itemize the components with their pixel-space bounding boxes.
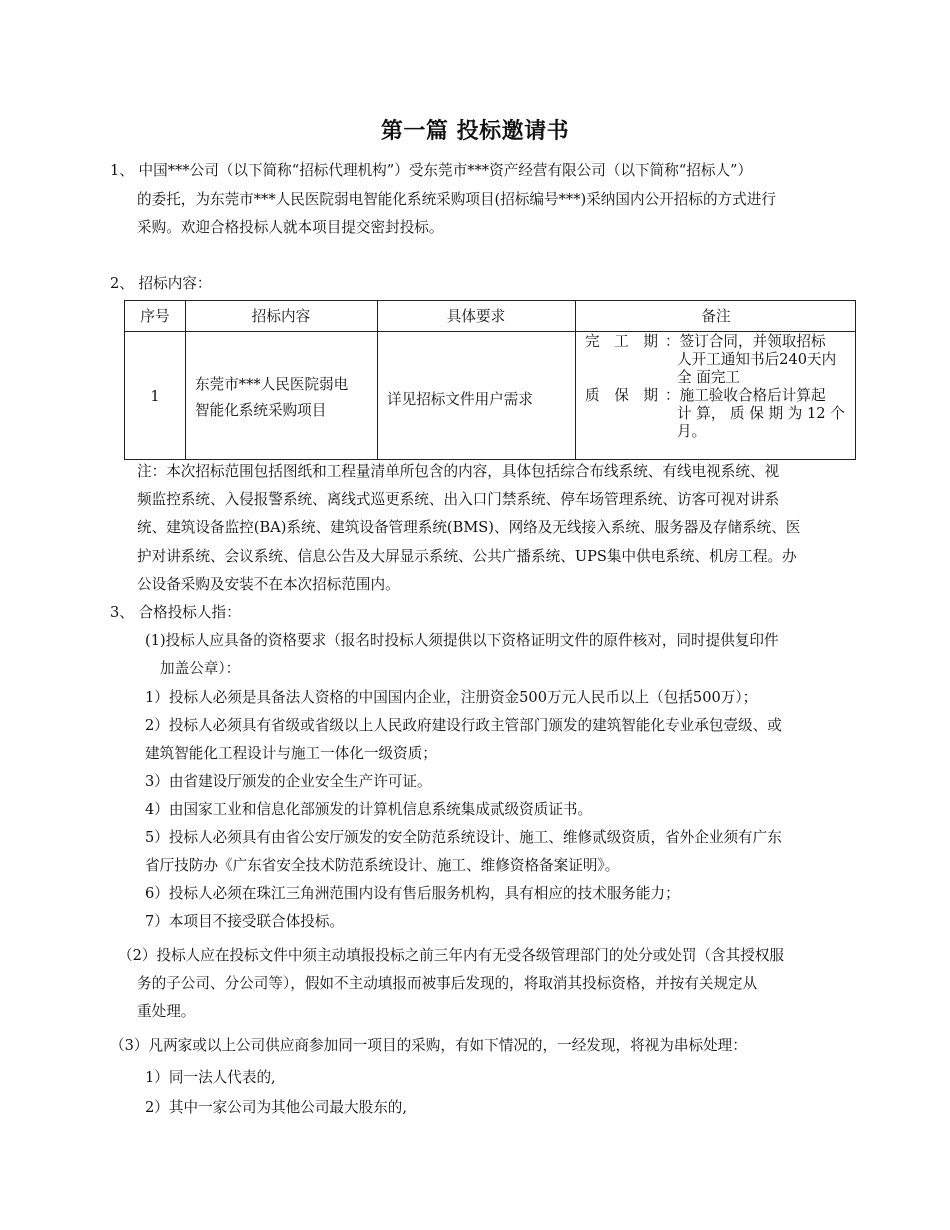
collusion-item: 1）同一法人代表的, [145, 1069, 276, 1086]
section1-line-3: 采购。欢迎合格投标人就本项目提交密封投标。 [137, 219, 444, 236]
requirement-item-cont: 建筑智能化工程设计与施工一体化一级资质； [145, 745, 437, 762]
section3-sub1-line-1: (1)投标人应具备的资格要求（报名时投标人须提供以下资格证明文件的原件核对，同时提供复印件 [145, 632, 779, 649]
remark-completion-line: ：签订合同，并领取招标 [665, 333, 826, 350]
note-line-1: 注：本次招标范围包括图纸和工程量清单所包含的内容，具体包括综合布线系统、有线电视系统、视 [137, 463, 780, 480]
table-cell-content-line: 智能化系统采购项目 [195, 402, 327, 419]
table-cell-content-line: 东莞市***人民医院弱电 [195, 376, 349, 393]
requirement-item: 4）由国家工业和信息化部颁发的计算机信息系统集成贰级资质证书。 [145, 801, 593, 818]
requirement-item: 5）投标人必须具有由省公安厅颁发的安全防范系统设计、施工、维修贰级资质，省外企业须有广东 [145, 829, 782, 846]
note-line-2: 频监控系统、入侵报警系统、离线式巡更系统、出入口门禁系统、停车场管理系统、访客可视对讲系 [137, 491, 780, 508]
requirement-item: 3）由省建设厅颁发的企业安全生产许可证。 [145, 773, 432, 790]
remark-warranty-line: ：施工验收合格后计算起 [665, 387, 826, 404]
section2-heading: 2、 招标内容： [110, 275, 212, 292]
section3-sub2-line-1: （2）投标人应在投标文件中须主动填报投标之前三年内有无受各级管理部门的处分或处罚（含其授权服 [118, 947, 785, 964]
remark-warranty-label: 质 保 期 [585, 387, 658, 404]
section1-line-1: 1、 中国***公司（以下简称“招标代理机构”）受东莞市***资产经营有限公司（以下简称“招标人”） [110, 162, 753, 179]
note-line-4: 护对讲系统、会议系统、信息公告及大屏显示系统、公共广播系统、UPS集中供电系统、机房工程。办 [137, 548, 797, 565]
remark-warranty-line: 计 算， 质 保 期 为 12 个 [677, 405, 845, 422]
section3-sub2-line-3: 重处理。 [137, 1003, 196, 1020]
page-title: 第一篇 投标邀请书 [380, 118, 570, 144]
section3-sub2-line-2: 务的子公司、分公司等），假如不主动填报而被事后发现的，将取消其投标资格，并按有关规定从 [137, 975, 758, 992]
requirement-item: 2）投标人必须具有省级或省级以上人民政府建设行政主管部门颁发的建筑智能化专业承包壹级、或 [145, 717, 782, 734]
table-cell-requirement: 详见招标文件用户需求 [387, 391, 533, 408]
section3-sub1-line-2: 加盖公章）： [160, 660, 241, 677]
section1-line-2: 的委托，为东莞市***人民医院弱电智能化系统采购项目(招标编号***)采纳国内公开招标的方式进行 [137, 191, 776, 208]
remark-completion-line: 全 面完工 [677, 369, 741, 386]
collusion-item: 2）其中一家公司为其他公司最大股东的, [145, 1099, 408, 1116]
section3-sub3-heading: （3）凡两家或以上公司供应商参加同一项目的采购，有如下情况的，一经发现，将视为串标处理： [110, 1037, 747, 1054]
remark-completion-label: 完 工 期 [585, 333, 658, 350]
table-header-remark: 备注 [701, 308, 731, 325]
note-line-3: 统、建筑设备监控(BA)系统、建筑设备管理系统(BMS)、网络及无线接入系统、服务器及存储系统、医 [137, 519, 801, 536]
requirement-item: 6）投标人必须在珠江三角洲范围内设有售后服务机构，具有相应的技术服务能力； [145, 885, 680, 902]
requirement-item: 1）投标人必须是具备法人资格的中国国内企业，注册资金500万元人民币以上（包括500万）； [145, 689, 758, 706]
bid-content-table [124, 300, 856, 460]
section3-heading: 3、 合格投标人指： [110, 604, 241, 621]
table-header-requirement: 具体要求 [446, 308, 506, 325]
table-cell-no: 1 [150, 388, 160, 405]
requirement-item-cont: 省厅技防办《广东省安全技术防范系统设计、施工、维修资格备案证明》。 [145, 857, 620, 874]
requirement-item: 7）本项目不接受联合体投标。 [145, 913, 345, 930]
remark-completion-line: 人开工通知书后240天内 [677, 351, 837, 368]
table-header-content: 招标内容 [251, 308, 311, 325]
note-line-5: 公设备采购及安装不在本次招标范围内。 [137, 576, 400, 593]
table-header-no: 序号 [140, 308, 170, 325]
remark-warranty-line: 月。 [677, 423, 707, 440]
